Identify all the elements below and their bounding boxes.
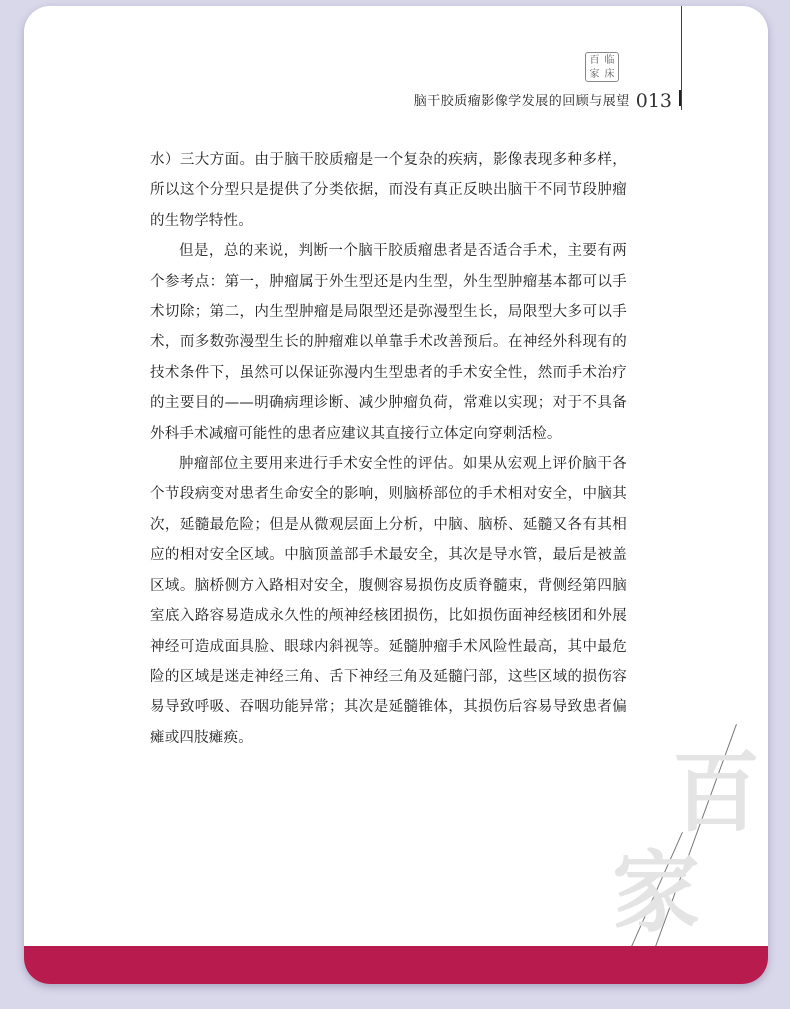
series-seal-logo <box>585 52 619 82</box>
header-vertical-rule <box>681 6 682 110</box>
book-page <box>24 6 768 984</box>
watermark-char: 百 <box>672 740 761 844</box>
seal-char: 临 <box>604 55 615 66</box>
seal-char: 家 <box>589 69 600 80</box>
running-head <box>404 88 672 112</box>
paragraph: 肿瘤部位主要用来进行手术安全性的评估。如果从宏观上评价脑干各个节段病变对患者生命安全的影响，则脑桥部位的手术相对安全，中脑其次，延髓最危险；但是从微观层面上分析，中脑、脑桥、延髓又各有其相应的相对安全区域。中脑顶盖部手术最安全，其次是导水管，最后是被盖区域。脑桥侧方入路相对安全，腹侧容易损伤皮质脊髓束，背侧经第四脑室底入路容易造成永久性的颅神经核团损伤，比如损伤面神经核团和外展神经可造成面具脸、眼球内斜视等。延髓肿瘤手术风险性最高，其中最危险的区域是迷走神经三角、舌下神经三角及延髓闩部，这些区域的损伤容易导致呼吸、吞咽功能异常；其次是延髓锥体，其损伤后容易导致患者偏瘫或四肢瘫痪。 <box>150 456 627 746</box>
page-number: 013 <box>635 90 672 112</box>
paragraph: 水）三大方面。由于脑干胶质瘤是一个复杂的疾病，影像表现多种多样，所以这个分型只是提供了分类依据，而没有真正反映出脑干不同节段肿瘤的生物学特性。 <box>150 152 627 229</box>
body-text <box>150 145 627 753</box>
bottom-accent-band <box>24 946 768 984</box>
watermark-char: 家 <box>612 840 701 944</box>
header-rule-marker <box>679 90 681 106</box>
seal-char: 床 <box>604 69 615 80</box>
paragraph: 但是，总的来说，判断一个脑干胶质瘤患者是否适合手术，主要有两个参考点：第一，肿瘤属于外生型还是内生型，外生型肿瘤基本都可以手术切除；第二，内生型肿瘤是局限型还是弥漫型生长，局限型大多可以手术，而多数弥漫型生长的肿瘤难以单靠手术改善预后。在神经外科现有的技术条件下，虽然可以保证弥漫内生型患者的手术安全性，然而手术治疗的主要目的——明确病理诊断、减少肿瘤负荷，常难以实现；对于不具备外科手术减瘤可能性的患者应建议其直接行立体定向穿刺活检。 <box>150 243 627 442</box>
running-title: 脑干胶质瘤影像学发展的回顾与展望 <box>413 94 630 109</box>
seal-char: 百 <box>589 55 600 66</box>
